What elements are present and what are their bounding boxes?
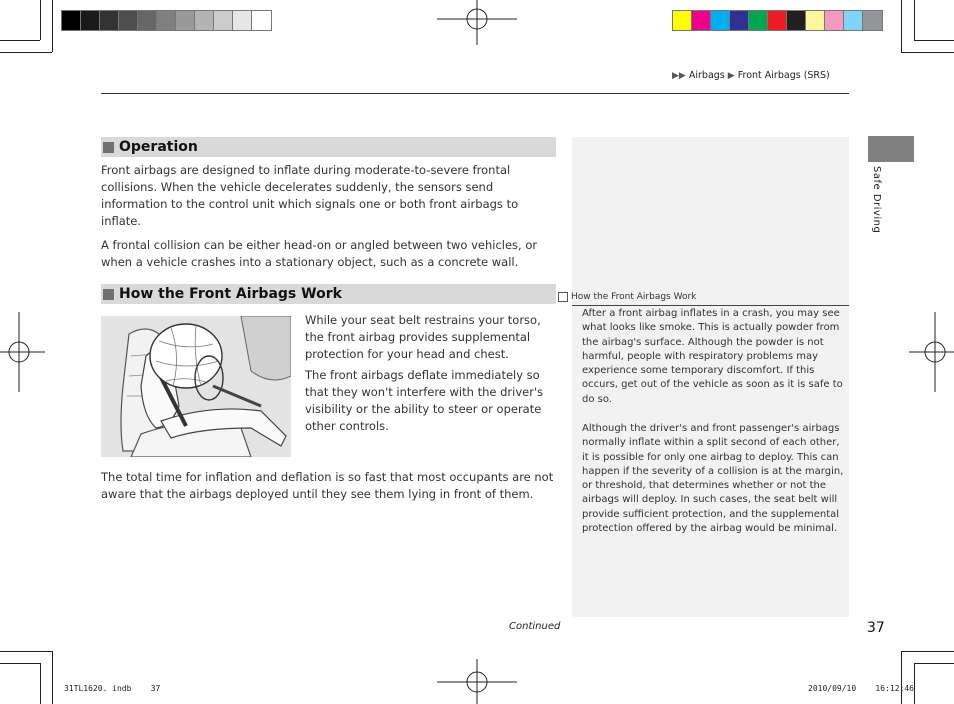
chapter-tab-label: Safe Driving (871, 166, 882, 234)
color-swatch (806, 11, 825, 30)
color-swatch (62, 11, 81, 30)
crop-mark-bl-h2 (0, 651, 52, 652)
crop-mark-br-h2 (901, 651, 954, 652)
crop-mark-tl-h (0, 40, 40, 41)
color-swatch (233, 11, 252, 30)
color-swatch (100, 11, 119, 30)
crop-mark-br-v (914, 663, 915, 704)
print-timestamp: 2010/09/10 16:12:46 (808, 684, 914, 693)
crop-mark-tr-v2 (901, 0, 902, 52)
color-swatch (157, 11, 176, 30)
crop-mark-tr-h2 (901, 52, 954, 53)
chapter-tab[interactable] (868, 136, 914, 162)
color-swatch (138, 11, 157, 30)
crop-mark-tl-h2 (0, 52, 52, 53)
section-heading-operation (101, 137, 556, 157)
reference-box-icon (558, 292, 568, 302)
gray-color-bar (61, 10, 272, 31)
airbag-illustration (101, 316, 291, 457)
color-swatch (195, 11, 214, 30)
operation-paragraph-1: Front airbags are designed to inflate during moderate-to-severe frontal collisions. When the vehicle decelerates suddenly, the sensors send information to the control unit which signals one or both front airbags to inflate. (101, 163, 519, 228)
crop-mark-bl-h (0, 663, 40, 664)
color-swatch (673, 11, 692, 30)
registration-mark-bottom (437, 659, 517, 704)
registration-mark-right (909, 312, 954, 392)
crop-mark-bl-v (40, 663, 41, 704)
registration-mark-left (0, 312, 45, 392)
crop-mark-tr-h (914, 40, 954, 41)
how-paragraph-1: While your seat belt restrains your torso, the front airbag provides supplemental protection for your head and chest. (305, 313, 541, 361)
crop-mark-br-v2 (901, 651, 902, 704)
sidebar-paragraph-2: Although the driver's and front passenger's airbags normally inflate within a split second of each other, it is possible for only one airbag to deploy. This can happen if the severity of a collision is at the margin, or threshold, that determines whether or not the airbags will deploy. In such cases, the seat belt will provide sufficient protection, and the supplemental protection offered by the airbag would be minimal. (582, 423, 844, 535)
crop-mark-br-h (914, 663, 954, 664)
color-swatch (711, 11, 730, 30)
crop-mark-tl-v2 (52, 0, 53, 52)
operation-paragraph-2: A frontal collision can be either head-on or angled between two vehicles, or when a vehicle crashes into a stationary object, such as a concrete wall. (101, 238, 538, 269)
crop-mark-bl-v2 (52, 651, 53, 704)
breadcrumb (672, 70, 830, 81)
print-file-info: 31TL1620. indb 37 (64, 684, 161, 693)
color-swatch (730, 11, 749, 30)
sidebar-paragraph-1: After a front airbag inflates in a crash, you may see what looks like smoke. This is actually powder from the airbag's surface. Although the powder is not harmful, people with respiratory problems may experience some temporary discomfort. If this occurs, get out of the vehicle as soon as it is safe to do so. (582, 308, 843, 405)
color-swatch (176, 11, 195, 30)
breadcrumb-arrow-icon: ▶▶ (672, 71, 686, 81)
color-swatch (844, 11, 863, 30)
section-title: Operation (119, 139, 198, 155)
color-swatch (692, 11, 711, 30)
color-swatch (81, 11, 100, 30)
color-swatch (768, 11, 787, 30)
breadcrumb-item-airbags[interactable]: Airbags (688, 70, 725, 81)
how-paragraph-3: The total time for inflation and deflation is so fast that most occupants are not aware that the airbags deployed until they see them lying in front of them. (101, 470, 554, 501)
color-swatch (119, 11, 138, 30)
page-number: 37 (867, 620, 885, 636)
section-square-icon (103, 289, 114, 300)
color-swatch (825, 11, 844, 30)
color-swatch (252, 11, 271, 30)
crop-mark-tl-v (40, 0, 41, 40)
header-rule (101, 93, 849, 94)
driver-airbag-drawing (101, 316, 291, 457)
sidebar-heading-rule (572, 305, 849, 306)
color-swatch (787, 11, 806, 30)
how-paragraph-2: The front airbags deflate immediately so that they won't interfere with the driver's visibility or the ability to steer or operate other controls. (305, 368, 544, 433)
sidebar-heading (558, 292, 696, 302)
section-heading-how-airbags-work (101, 284, 556, 304)
registration-mark-top (437, 0, 517, 45)
cmyk-color-bar (672, 10, 883, 31)
breadcrumb-item-front-airbags[interactable]: Front Airbags (SRS) (737, 70, 830, 81)
color-swatch (863, 11, 882, 30)
section-square-icon (103, 142, 114, 153)
color-swatch (214, 11, 233, 30)
crop-mark-tr-v (914, 0, 915, 40)
sidebar-heading-text: How the Front Airbags Work (571, 292, 697, 302)
breadcrumb-separator-icon: ▶ (727, 71, 735, 81)
color-swatch (749, 11, 768, 30)
section-title: How the Front Airbags Work (119, 286, 342, 302)
continued-label: Continued (509, 621, 561, 632)
